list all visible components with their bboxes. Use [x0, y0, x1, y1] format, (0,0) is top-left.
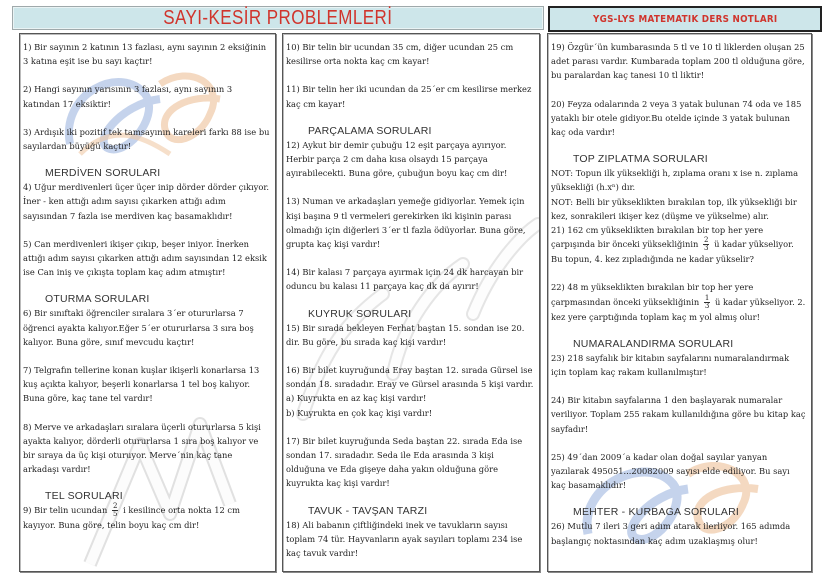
question-17: 17) Bir bilet kuyruğunda Seda baştan 22. sırada Eda ise sondan 17. sıradadır. Seda ile Eda arasında 3 kişi olduğuna ve Eda gişeye daha yakın olduğuna göre kuyrukta kaç kişi vardır! [286, 435, 523, 489]
question-15: 15) Bir sırada bekleyen Ferhat baştan 15. sondan ise 20. dir. Bu göre, bu sırada kaç kişi vardır! [286, 322, 525, 347]
question-16 [286, 363, 534, 420]
section-heading-tel: TEL SORULARI [45, 490, 123, 503]
column-1 [19, 33, 276, 572]
question-3: 3) Ardışık iki pozitif tek tamsayının kareleri farkı 88 ise bu sayılardan büyüğü kaçtır! [23, 126, 270, 152]
question-22 [551, 280, 806, 323]
question-16-part-a: a) Kuyrukta en az kaç kişi vardır! [286, 393, 427, 404]
column-2 [282, 33, 540, 572]
section-heading-tavuk: TAVUK - TAVŞAN TARZI [308, 504, 428, 517]
question-24: 24) Bir kitabın sayfalarına 1 den başlayarak numaralar veriliyor. Toplam 255 rakam kullanıldığına göre bu kitap kaç sayfadır! [551, 395, 806, 434]
question-1: 1) Bir sayının 2 katının 13 fazlası, aynı sayının 2 eksiğinin 3 katına eşit ise bu sayı kaçtır! [23, 42, 267, 67]
question-9-text-a: 9) Bir telin ucundan [23, 505, 108, 516]
question-21 [551, 223, 806, 266]
question-5: 5) Can merdivenleri ikişer çıkıp, beşer iniyor. İnerken attığı adım sayısı çıkarken attığı adım sayısından 12 eksik ise Can iniş ve çıkışta toplam kaç adım atmıştır! [23, 238, 267, 278]
question-22-text-b: ü kadar yükseliyor. 2. kez yere çarptığında toplam kaç m yol almış olur! [551, 296, 806, 322]
question-19: 19) Özgür´ün kumbarasında 5 tl ve 10 tl liklerden oluşan 25 adet parası vardır. Kumbarada toplam 200 tl olduğuna göre, bu paralardan kaç tanesi 10 tl liktir! [551, 42, 805, 81]
question-20: 20) Feyza odalarında 2 veya 3 yatak bulunan 74 oda ve 185 yataklı bir otele gidiyor.Bu otelde içinde 3 yatak bulunan kaç oda vardır! [551, 98, 802, 138]
section-heading-kuyruk: KUYRUK SORULARI [308, 307, 412, 320]
page-title-banner [12, 6, 544, 30]
question-26: 26) Mutlu 7 ileri 3 geri adım atarak ilerliyor. 165 adımda başlangıç noktasından kaç adım uzaklaşmış olur! [551, 521, 791, 546]
question-8: 8) Merve ve arkadaşları sıralara üçerli otururlarsa 5 kişi ayakta kalıyor, dörderli otururlarsa 1 sıra boş kalıyor ve bir sıraya da üç kişi oturuyor. Merve´nin kaç tane arkadaşı vardır! [23, 421, 261, 475]
page-title: SAYI-KESİR PROBLEMLERİ [163, 6, 393, 29]
series-title-banner [548, 6, 822, 32]
section-heading-mehter: MEHTER - KURBAGA SORULARI [573, 506, 740, 519]
question-16-text: 16) Bir bilet kuyruğunda Eray baştan 12. sırada Gürsel ise sondan 18. sıradadır. Eray ve Gürsel arasında 5 kişi vardır. [286, 365, 534, 390]
section-heading-oturma: OTURMA SORULARI [45, 293, 150, 306]
question-6: 6) Bir sınıftaki öğrenciler sıralara 3´er otururlarsa 7 öğrenci ayakta kalıyor.Eğer 5´er otururlarsa 3 sıra boş kalıyor. Buna göre, sınıf mevcudu kaçtır! [23, 308, 254, 347]
question-21-text-a: 21) 162 cm yükseklikten bırakılan bir top her yere çarpışında bir önceki yüksekliğinin [551, 225, 764, 250]
question-14: 14) Bir kalası 7 parçaya ayırmak için 24 dk harcayan bir oduncu bu kalası 11 parçaya kaç dk da ayırır! [286, 267, 524, 292]
section-heading-merdiven: MERDİVEN SORULARI [45, 167, 161, 180]
section-heading-parcalama: PARÇALAMA SORULARI [308, 124, 432, 137]
fraction-two-thirds: $\frac{2}{3}$ [703, 236, 709, 253]
column-3 [547, 33, 812, 572]
question-18: 18) Ali babanın çiftliğindeki inek ve tavukların sayısı toplam 74 tür. Hayvanların ayak sayıları toplamı 234 ise kaç tavuk vardır! [286, 519, 523, 559]
fraction-two-fifths: $\frac{2}{5}$ [112, 502, 118, 519]
question-22-text-a: 22) 48 m yükseklikten bırakılan bir top her yere çarpmasından önceki yüksekliğinin [551, 282, 754, 307]
question-9 [23, 503, 270, 532]
question-23: 23) 218 sayfalık bir kitabın sayfalarını numaralandırmak için toplam kaç rakam kullanılmıştır! [551, 352, 790, 378]
note-2: NOT: Belli bir yükseklikten bırakılan top, ilk yüksekliği bir kez, sonrakileri ikişer kez (düşme ve yükselme) alır. [551, 196, 797, 221]
question-9-text-b: i kesilince orta nokta 12 cm kayıyor. Buna göre, telin boyu kaç cm dir! [23, 505, 240, 531]
question-7: 7) Telgrafın tellerine konan kuşlar ikişerli konarlarsa 13 kuş açıkta kalıyor, beşerli konarlarsa 1 tel boş kalıyor. Buna göre, kaç tane tel vardır! [23, 365, 260, 404]
question-16-part-b: b) Kuyrukta en çok kaç kişi vardır! [286, 407, 433, 418]
question-2: 2) Hangi sayının yarısının 3 fazlası, aynı sayının 3 katından 17 eksiktir! [23, 84, 233, 109]
question-12: 12) Aykut bir demir çubuğu 12 eşit parçaya ayırıyor. Herbir parça 2 cm daha kısa olsaydı 15 parçaya ayırabilecekti. Buna göre, çubuğun boyu kaç cm dir! [286, 139, 508, 179]
question-10: 10) Bir telin bir ucundan 35 cm, diğer ucundan 25 cm kesilirse orta nokta kaç cm kayar! [286, 42, 514, 67]
note-1: NOT: Topun ilk yüksekliği h, zıplama oranı x ise n. zıplama yüksekliği (h.xⁿ) dır. [551, 168, 799, 193]
question-13: 13) Numan ve arkadaşları yemeğe gidiyorlar. Yemek için kişi başına 9 tl vermeleri gerekirken iki kişinin parası olmadığı için diğerleri 3´er tl fazla ödüyorlar. Buna göre, grupta kaç kişi vardır! [286, 196, 526, 250]
question-11: 11) Bir telin her iki ucundan da 25´er cm kesilirse merkez kaç cm kayar! [286, 84, 532, 109]
series-title: YGS-LYS MATEMATİK DERS NOTLARI [592, 13, 778, 25]
section-heading-top-ziplatma: TOP ZIPLATMA SORULARI [573, 153, 708, 166]
question-25: 25) 49´dan 2009´a kadar olan doğal sayılar yanyan yazılarak 495051...20082009 sayısı elde ediliyor. Bu sayı kaç basamaklıdır! [551, 451, 790, 491]
section-heading-numaralandirma: NUMARALANDIRMA SORULARI [573, 337, 734, 350]
question-21-text-b: ü kadar yükseliyor. Bu topun, 4. kez zıpladığında ne kadar yükselir? [551, 239, 794, 265]
fraction-one-third: $\frac{1}{3}$ [704, 293, 710, 310]
question-4: 4) Uğur merdivenleri üçer üçer inip dörder dörder çıkıyor. İner - ken attığı adım sayısı çıkarken attığı adım sayısından 7 fazla ise merdiven kaç basamaklıdır! [23, 182, 270, 221]
